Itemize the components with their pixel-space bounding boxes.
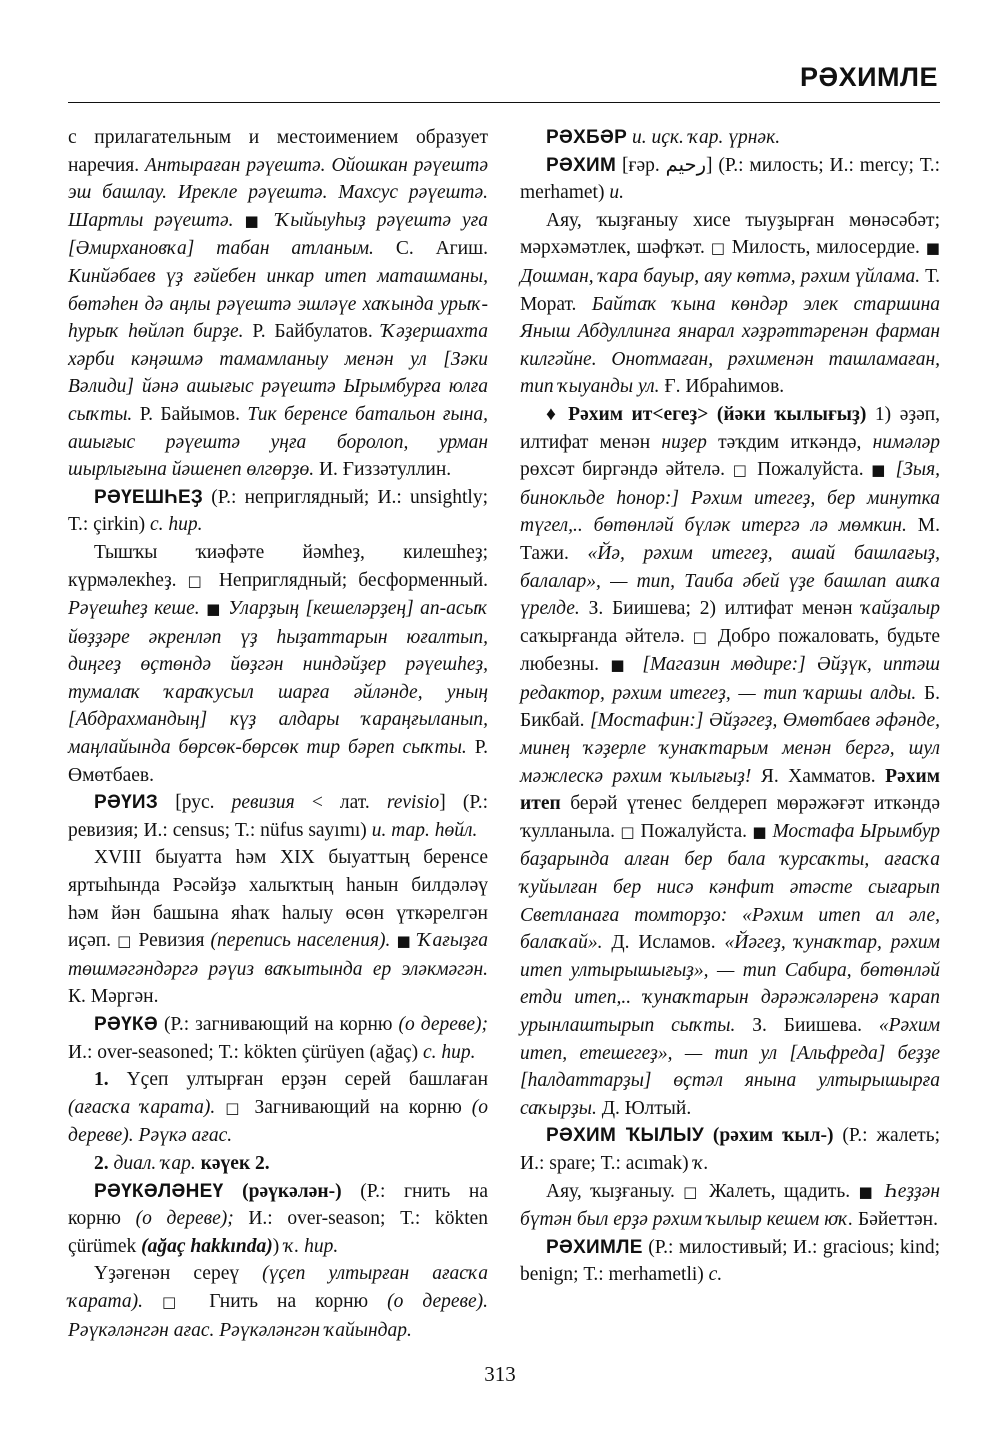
phrase-rahim-itegez: ♦ Рәхим ит<егеҙ> (йәки ҡылығыҙ) 1) әҙәп, илтифат менән ниҙер тәҡдим иткәндә, нимәләр рөхсәт биргәндә әйтелә. □ Пожалуйста. ■ [Зыя, бинокльде һонop:] Рәхим итегеҙ, бер минутка түгел,.. бөтөнләй бүләк итергә лә мөмкин. М. Тажи. «Йә, рәхим итегеҙ, ашай башлағыҙ, балалар», — тип, Таиба әбей үҙе башлап ашҡа үрелде. З. Биишева; 2) илтифат менән ҡайҙалыр саҡырғанда әйтелә. □ Добро пожаловать, будьте любезны. ■ [Магазин мөдире:] Әйҙүк, иптәш редактор, рәхим итегеҙ, — тип ҡаршы алды. Б. Бикбай. [Мостафин:] Әйҙәгеҙ, Өмөтбаев әфәнде, минең ҡәҙерле ҡунаҡтарым менән бергә, шул мәжлескә рәхим ҡылығыҙ! Я. Хамматов. Рәхим итеп берәй үтенес белдереп мөрәжәғәт иткәндә ҡулланыла. □ Пожалуйста. ■ Мостафа Ырымбур баҙарында алған бер бала ҡурсаҡты, ағасҡа ҡуйылған бер нисә кәнфит әтәсте сығарып Светланаға томторҙо: «Рәхим итеп ал әле, балаҡай». Д. Исламов. «Йәгеҙ, ҡунаҡтар, рәхим итеп ултырышығыҙ», — тип Сабира, бөтөнләй етди итеп,.. ҡунаҡтарын дәрәжәләренә ҡарап урынлаштырып сыҡты. З. Биишева. «Рәхим итеп, етешегеҙ», — тип ул [Альфреда] беҙҙе [һалдаттарҙы] өҫтәл янына ултырышырға саҡырҙы. Д. Юлтый. [520,403,941,1119]
headword: РӘҮИЗ [94,792,159,814]
definition: XVIII быуатта һәм XIX быуаттың беренсе яртыһында Рәсәйҙә халыҡтың һанын билдәләү һәм йән башына яһаҡ һалыу өсөн үткәрелгән иҫәп. □ Ревизия (перепись населения). ■ Ҡағыҙға төшмәгәндәргә рәүиз ваҡытында ер эләкмәгән. К. Мәргән. [68,847,489,1008]
definition: Аяу, ҡыҙғаныу хисе тыуҙырған мөнәсәбәт; мәрхәмәтлек, шәфҡәт. □ Милость, милосердие. ■ Дошман, ҡара бауыр, аяу көтмә, рәхим үйлама. Т. Морат. Байтаҡ ҡына көндәр элек старшина Яныш Абдуллинға янарал хәҙрәттәренән фарман килгәйне. Онотмаған, рәхименән ташламаған, тип ҡыуанды ул. Ғ. Ибраһимов. [520,209,941,398]
entry-rauyeshhez: РӘҮЕШҺЕҘ (Р.: неприглядный; И.: unsightly; Т.: çirkin) с. һир. [68,486,489,536]
entry-rauka: РӘҮКӘ (Р.: загнивающий на корню (о дереве); И.: over-seasoned; Т.: kökten çürüyen (ağaç) с. һир. [68,1014,489,1063]
entry-rahbar: РӘХБӘР и. иҫк. ҡар. үрнәк. [546,127,781,148]
definition: Тышҡы ҡиәфәте йәмһеҙ, килешһеҙ; күрмәлекһеҙ. □ Неприглядный; бесформенный. Рәүешһеҙ кеше. ■ Уларҙың [кешеләрҙең] ап-асыҡ йөҙҙәре әкренләп үҙ һыҙаттарын юғалтып, диңгеҙ өҫтөндә йөҙгән ниндәйҙер рәүешһеҙ, тумалаҡ ҡараҡусыл шарға әйләнде, уның [Абдрахмандың] күҙ алдары ҡараңғыланып, маңлайында бөрсөк-бөрсөк тир бәреп сыҡты. Р. Өмөтбаев. [68,541,489,786]
headword: РӘҮКӘ [94,1014,158,1035]
headword: РӘХИМ ҠЫЛЫУ [546,1125,705,1147]
headword: РӘХИМЛЕ [546,1236,643,1258]
entry-rahimle: РӘХИМЛЕ (Р.: милостивый; И.: gracious; kind; benign; Т.: merhametli) с. [520,1236,941,1286]
running-head: РӘХИМЛЕ [800,62,938,92]
headword: РӘҮЕШҺЕҘ [94,486,204,508]
entry-rahim-kylyu: РӘХИМ ҠЫЛЫУ (рәхим ҡыл-) (Р.: жалеть; И.: spare; Т.: acımak) ҡ. [520,1125,940,1174]
definition: Аяу, ҡыҙғаныу. □ Жалеть, щадить. ■ Һеҙҙән бүтән был ерҙә рәхим ҡылыр кешем юҡ. Бәйеттән. [520,1180,940,1231]
page-number: 313 [484,1362,516,1386]
header-rule [68,102,940,103]
entry-continuation: с прилагательным и местоимением образует наречия. Антыраған рәүештә. Ойошкан рәүештә эш башлау. Ирекле рәүештә. Махсус рәүештә. Шартлы рәүештә. ■ Ҡыйыуһыҙ рәүештә уға [Әмирхановҡа] табан атланым. С. Агиш. Кинйәбаев үҙ ғәйебен инкар итеп маташманы, бөтәһен дә аңлы рәүештә эшләүе хаҡында урыҡ-һурыҡ һөйләп бирҙе. Р. Байбулатов. Ҡәҙершахта хәрби кәңәшмә тамамланыу менән ул [Зәки Вәлиди] йәнә ашығыс рәүештә Ырымбурға юлға сыҡты. Р. Байымов. Тик беренсе батальон ғына, ашығыс рәүештә уңға боролоп, урман шырлығына йәшенеп өлгөрҙө. И. Ғиззәтуллин. [68,127,489,481]
definition: Үҙәгенән сереү (үҫеп ултырған ағасҡа ҡарата). □ Гнить на корню (о дереве). Рәүкәләнгән ағас. Рәүкәләнгән ҡайындар. [68,1263,488,1341]
entry-raukalaneu: РӘҮКӘЛӘНЕҮ (рәүкәлән-) (Р.: гнить на корню (о дереве); И.: over-season; Т.: kökten çürümek (ağaç hakkında)) ҡ. һир. [68,1180,489,1257]
sense-2: 2. диал. ҡар. кәүек 2. [94,1152,270,1174]
sense-1: 1. Үҫеп ултырған ерҙән серей башлаған (ағасҡа ҡарата). □ Загнивающий на корню (о дереве). Рәүкә ағас. [68,1069,489,1147]
right-column [520,124,940,1289]
entry-rauiz: РӘҮИЗ [рус. ревизия < лат. revisio] (Р.: ревизия; И.: census; Т.: nüfus sayımı) и. тар. һөйл. [68,792,489,841]
headword: РӘХБӘР [546,127,628,148]
diamond-icon: ♦ [546,403,560,425]
headword: РӘХИМ [546,154,617,176]
entry-rahim: РӘХИМ [ғәр. رحيم] (Р.: милость; И.: mercy; Т.: merhamet) и. [520,154,941,204]
headword: РӘҮКӘЛӘНЕҮ [94,1180,224,1202]
left-column [68,124,488,1344]
